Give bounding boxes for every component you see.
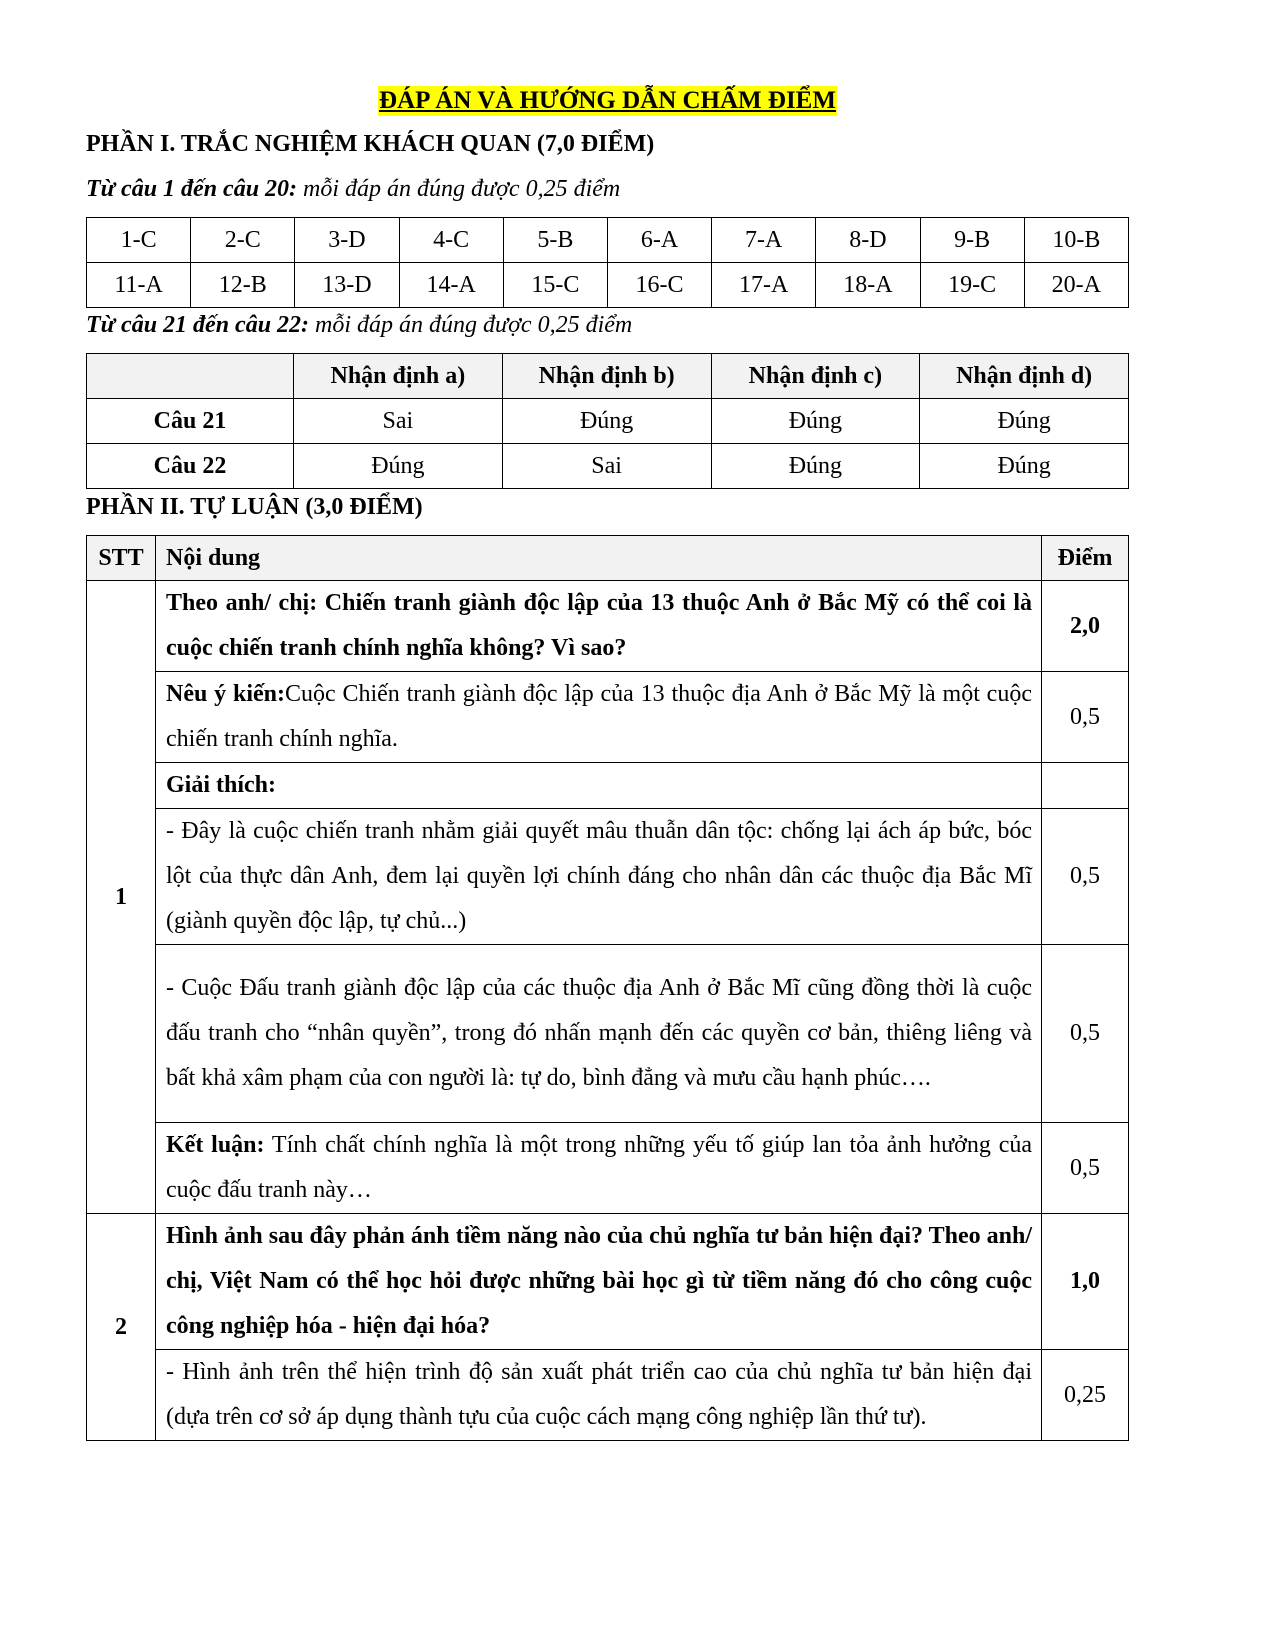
q1-explain-1-row [87,809,1129,945]
part1-heading: PHẦN I. TRẮC NGHIỆM KHÁCH QUAN (7,0 ĐIỂM) [86,131,655,157]
title-container [86,86,1129,116]
q2-question-row [87,1214,1129,1350]
part2-heading: PHẦN II. TỰ LUẬN (3,0 ĐIỂM) [86,494,423,520]
answer-cell: 6-A [607,218,711,263]
q2-answer-1-row [87,1350,1129,1441]
true-false-table [86,353,1129,489]
answer-cell: 10-B [1024,218,1128,263]
tf-intro-text: mỗi đáp án đúng được 0,25 điểm [309,312,633,338]
conclusion-score: 0,5 [1042,1123,1129,1214]
conclusion [156,1123,1042,1214]
answer-cell: 1-C [87,218,191,263]
tf-value: Đúng [294,444,503,489]
q2-answer-1-score: 0,25 [1042,1350,1129,1441]
q2-number: 2 [87,1214,156,1441]
tf-value: Sai [502,444,711,489]
tf-value: Sai [294,399,503,444]
answer-cell: 8-D [816,218,920,263]
opinion-text: Cuộc Chiến tranh giành độc lập của 13 thuộc địa Anh ở Bắc Mỹ là một cuộc chiến tranh chính nghĩa. [166,681,1032,752]
answer-cell: 5-B [503,218,607,263]
mc-intro-label: Từ câu 1 đến câu 20: [86,176,298,202]
q1-question-score: 2,0 [1042,581,1129,672]
q1-opinion-row [87,672,1129,763]
answer-cell: 11-A [87,263,191,308]
q2-question-score: 1,0 [1042,1214,1129,1350]
answer-cell: 14-A [399,263,503,308]
mc-intro [86,174,620,204]
conclusion-text: Tính chất chính nghĩa là một trong những yếu tố giúp lan tỏa ảnh hưởng của cuộc đấu tranh này… [166,1132,1033,1203]
answer-cell: 7-A [712,218,816,263]
tf-row [87,444,1129,489]
answer-cell: 17-A [712,263,816,308]
tf-header-c: Nhận định c) [711,354,920,399]
q1-opinion [156,672,1042,763]
q1-number: 1 [87,581,156,1214]
tf-header-row [87,354,1129,399]
answer-cell: 19-C [920,263,1024,308]
tf-header-a: Nhận định a) [294,354,503,399]
essay-table [86,535,1129,1441]
mc-intro-text: mỗi đáp án đúng được 0,25 điểm [297,176,621,202]
explain-point-1: - Đây là cuộc chiến tranh nhằm giải quyết mâu thuẫn dân tộc: chống lại ách áp bức, bóc lột của thực dân Anh, đem lại quyền lợi chính đáng cho nhân dân các thuộc địa Bắc Mĩ (giành quyền độc lập, tự chủ...) [156,809,1042,945]
conclusion-label: Kết luận: [166,1132,265,1158]
q1-explain-label-row [87,763,1129,809]
answer-row [87,263,1129,308]
header-content: Nội dung [156,536,1042,581]
answer-cell: 4-C [399,218,503,263]
answer-cell: 13-D [295,263,399,308]
answer-cell: 15-C [503,263,607,308]
q2-answer-1: - Hình ảnh trên thể hiện trình độ sản xuất phát triển cao của chủ nghĩa tư bản hiện đại (dựa trên cơ sở áp dụng thành tựu của cuộc cách mạng công nghiệp lần thứ tư). [156,1350,1042,1441]
q1-explain-2-row [87,945,1129,1123]
tf-value: Đúng [711,399,920,444]
answer-cell: 12-B [191,263,295,308]
mc-answer-table [86,217,1129,308]
page-title: ĐÁP ÁN VÀ HƯỚNG DẪN CHẤM ĐIỂM [379,87,836,114]
explain-point-2: - Cuộc Đấu tranh giành độc lập của các thuộc địa Anh ở Bắc Mĩ cũng đồng thời là cuộc đấu tranh cho “nhân quyền”, trong đó nhấn mạnh đến các quyền cơ bản, thiêng liêng và bất khả xâm phạm của con người là: tự do, bình đẳng và mưu cầu hạnh phúc…. [156,945,1042,1123]
tf-value: Đúng [920,399,1129,444]
explain-label: Giải thích: [156,763,1042,809]
answer-cell: 3-D [295,218,399,263]
header-stt: STT [87,536,156,581]
tf-value: Đúng [502,399,711,444]
explain-point-1-score: 0,5 [1042,809,1129,945]
q1-conclusion-row [87,1123,1129,1214]
tf-row [87,399,1129,444]
q1-question: Theo anh/ chị: Chiến tranh giành độc lập của 13 thuộc Anh ở Bắc Mỹ có thể coi là cuộc chiến tranh chính nghĩa không? Vì sao? [156,581,1042,672]
q1-opinion-score: 0,5 [1042,672,1129,763]
tf-question-label: Câu 22 [87,444,294,489]
answer-cell: 9-B [920,218,1024,263]
answer-cell: 2-C [191,218,295,263]
answer-cell: 16-C [607,263,711,308]
tf-value: Đúng [920,444,1129,489]
tf-header-blank [87,354,294,399]
q2-question: Hình ảnh sau đây phản ánh tiềm năng nào của chủ nghĩa tư bản hiện đại? Theo anh/ chị, Việt Nam có thể học hỏi được những bài học gì từ tiềm năng đó cho công cuộc công nghiệp hóa - hiện đại hóa? [156,1214,1042,1350]
tf-value: Đúng [711,444,920,489]
header-score: Điểm [1042,536,1129,581]
answer-cell: 20-A [1024,263,1128,308]
tf-header-b: Nhận định b) [502,354,711,399]
answer-row [87,218,1129,263]
tf-intro [86,310,632,340]
tf-header-d: Nhận định d) [920,354,1129,399]
tf-intro-label: Từ câu 21 đến câu 22: [86,312,310,338]
opinion-label: Nêu ý kiến: [166,681,285,707]
q1-question-row [87,581,1129,672]
answer-cell: 18-A [816,263,920,308]
explain-point-2-score: 0,5 [1042,945,1129,1123]
explain-label-score-empty [1042,763,1129,809]
essay-header-row [87,536,1129,581]
tf-question-label: Câu 21 [87,399,294,444]
